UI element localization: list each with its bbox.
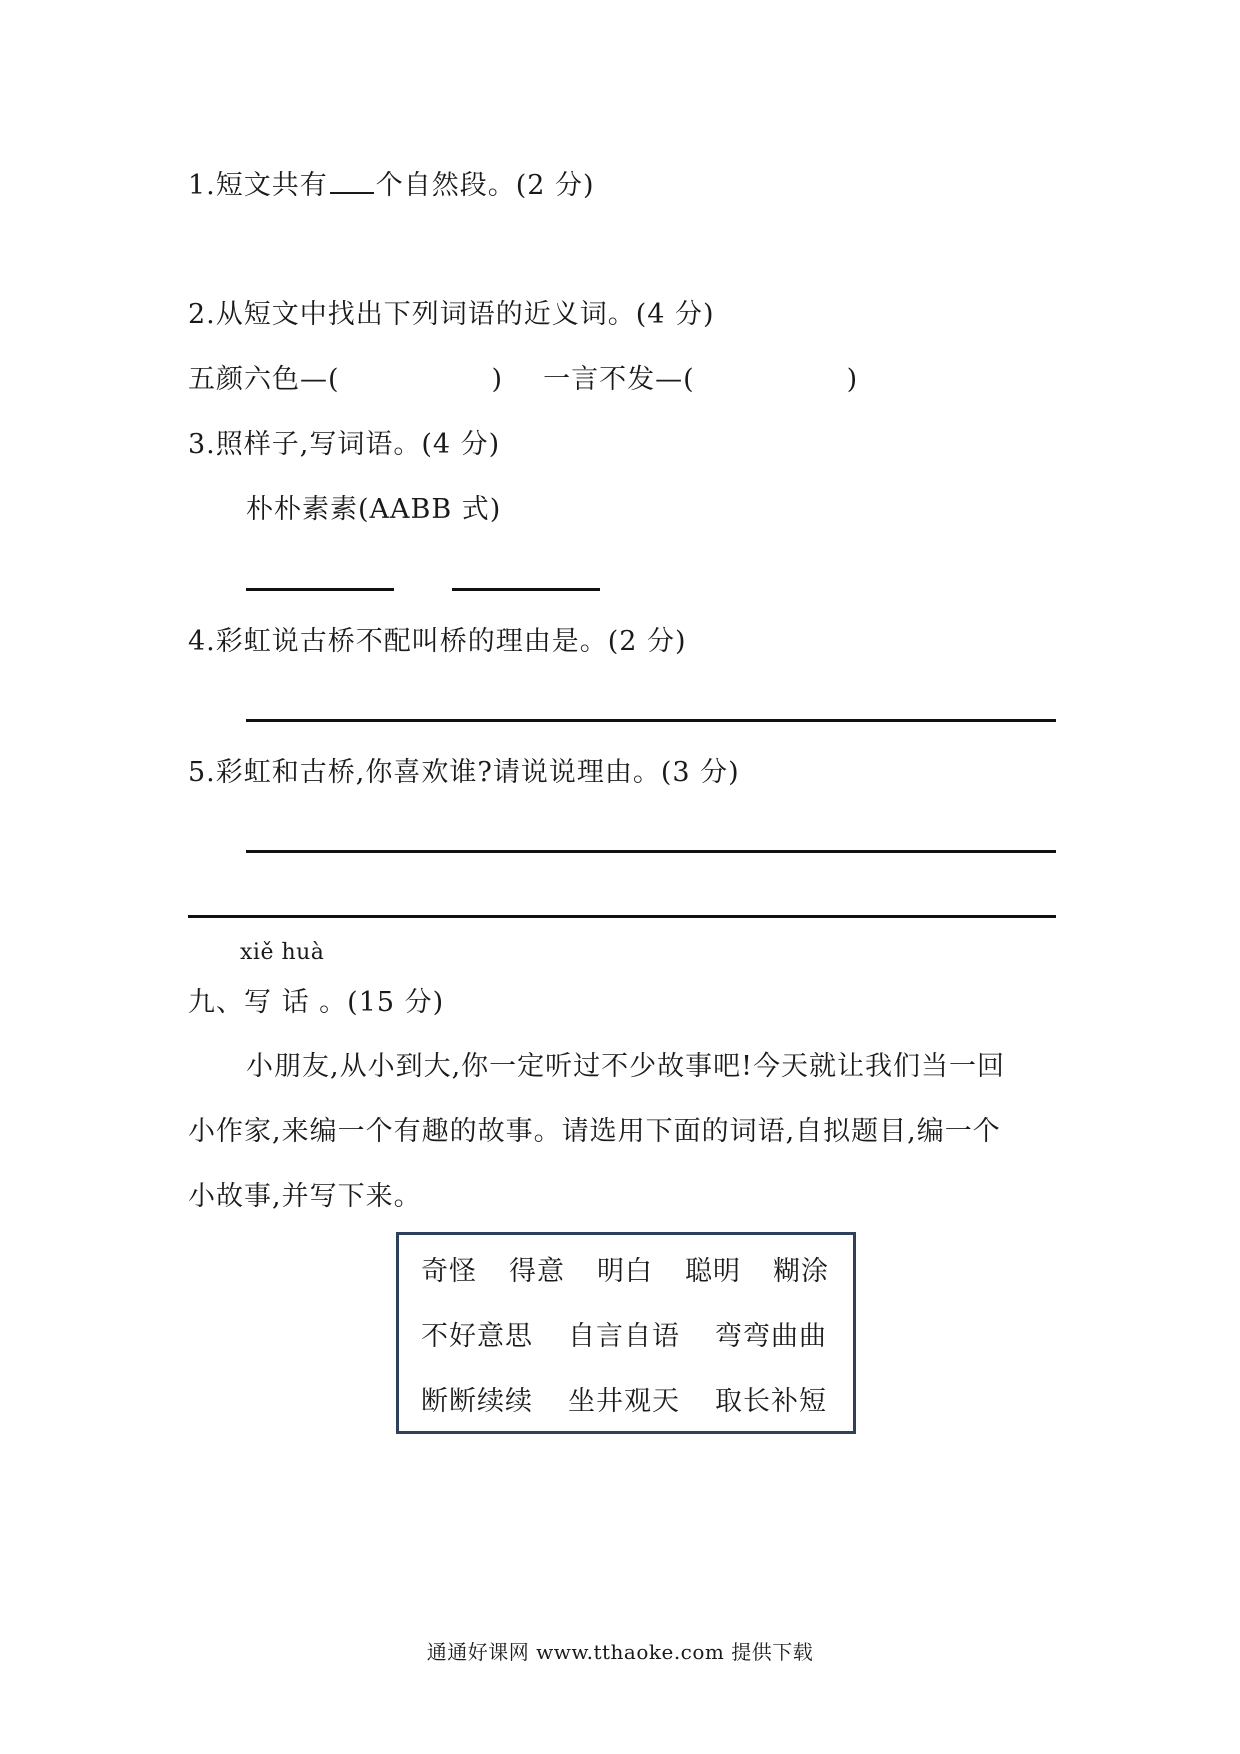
word: 坐井观天 (568, 1386, 680, 1417)
word: 自言自语 (568, 1321, 680, 1352)
synonym-item-2-close: ) (846, 364, 859, 395)
question-1-text-before: 1.短文共有 (188, 170, 328, 201)
paragraph-line-3: 小故事,并写下来。 (188, 1181, 422, 1212)
synonym-item-1: 五颜六色—( (188, 364, 340, 395)
word-row-1 (421, 1249, 829, 1288)
word: 弯弯曲曲 (715, 1321, 827, 1352)
question-2-title: 2.从短文中找出下列词语的近义词。(4 分) (188, 299, 715, 330)
answer-line-5[interactable] (188, 915, 1056, 918)
word-row-3 (421, 1379, 827, 1418)
question-3-example: 朴朴素素(AABB 式) (246, 494, 502, 525)
footer-source: 通通好课网 www.tthaoke.com 提供下载 (426, 1640, 814, 1664)
word: 取长补短 (715, 1386, 827, 1417)
synonym-item-1-close: ) (491, 364, 504, 395)
word: 明白 (597, 1256, 653, 1287)
answer-line-2[interactable] (452, 588, 600, 591)
word: 断断续续 (421, 1386, 533, 1417)
answer-line-3[interactable] (246, 719, 1056, 722)
question-1 (188, 168, 595, 203)
word: 不好意思 (421, 1321, 533, 1352)
paragraph-line-1: 小朋友,从小到大,你一定听过不少故事吧!今天就让我们当一回 (246, 1051, 1006, 1082)
section-9-heading: 九、写 话 。(15 分) (188, 987, 445, 1018)
word-row-2 (421, 1314, 827, 1353)
word: 得意 (509, 1256, 565, 1287)
answer-line-1[interactable] (246, 588, 394, 591)
question-4-title: 4.彩虹说古桥不配叫桥的理由是。(2 分) (188, 626, 687, 657)
answer-blank[interactable] (330, 168, 374, 194)
question-3-title: 3.照样子,写词语。(4 分) (188, 429, 501, 460)
answer-line-4[interactable] (246, 850, 1056, 853)
word-box (396, 1232, 856, 1434)
pinyin-annotation: xiě huà (240, 940, 325, 965)
paragraph-line-2: 小作家,来编一个有趣的故事。请选用下面的词语,自拟题目,编一个 (188, 1116, 1001, 1147)
question-5-title: 5.彩虹和古桥,你喜欢谁?请说说理由。(3 分) (188, 757, 740, 788)
synonym-item-2: 一言不发—( (543, 364, 695, 395)
word: 聪明 (685, 1256, 741, 1287)
word: 奇怪 (421, 1256, 477, 1287)
question-2-items (188, 363, 858, 397)
word: 糊涂 (773, 1256, 829, 1287)
question-1-text-after: 个自然段。(2 分) (375, 170, 595, 201)
